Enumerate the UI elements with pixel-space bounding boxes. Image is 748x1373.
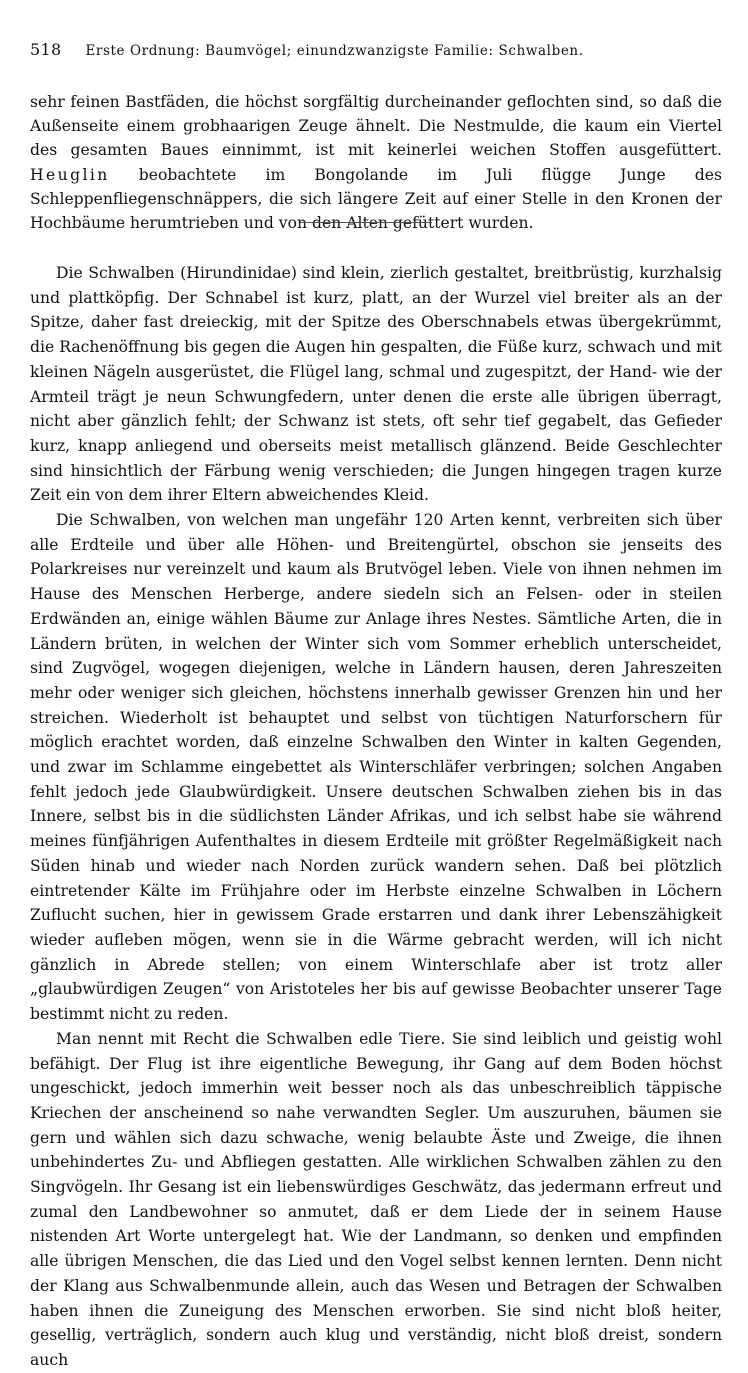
- author-name: Heuglin: [30, 165, 110, 184]
- section-divider: [300, 222, 432, 223]
- page-number: 518: [30, 40, 62, 59]
- paragraph-behavior: Man nennt mit Recht die Schwalben edle Tiere. Sie sind leiblich und geistig wohl befähigt. Der Flug ist ihre eigentliche Bewegung, ihr Gang auf dem Boden höchst ungeschickt, jedoch immerhin weit besser noch als das unbeschreiblich täppische Kriechen der anscheinend so nahe verwandten Segler. Um auszuruhen, bäumen sie gern und wählen sich dazu schwache, wenig belaubte Äste und Zweige, die ihnen unbehindertes Zu- und Abfliegen gestatten. Alle wirklichen Schwalben zählen zu den Singvögeln. Ihr Gesang ist ein liebenswürdiges Geschwätz, das jedermann erfreut und zumal den Landbewohner so anmutet, daß er dem Liede der in seinem Hause nistenden Art Worte untergelegt hat. Wie der Landmann, so denken und empfinden alle übrigen Menschen, die das Lied und den Vogel selbst kennen lernten. Denn nicht der Klang aus Schwalbenmunde allein, auch das Wesen und Betragen der Schwalben haben ihnen die Zuneigung des Menschen erworben. Sie sind nicht bloß heiter, gesellig, verträglich, sondern auch klug und verständig, nicht bloß dreist, sondern auch: [30, 1029, 722, 1369]
- page-header: [30, 40, 722, 70]
- continued-paragraph-block: [30, 90, 722, 235]
- main-text-block: [30, 261, 722, 1373]
- paragraph-text-part2: beobachtete im Bongolande im Juli flügge Junge des Schleppenfliegenschnäppers, die sich längere Zeit auf einer Stelle in den Kronen der Hochbäume herumtrieben und von den Alten gefüttert wurden.: [30, 165, 722, 233]
- paragraph-distribution: Die Schwalben, von welchen man ungefähr 120 Arten kennt, verbreiten sich über alle Erdteile und über alle Höhen- und Breitengürtel, obschon sie jenseits des Polarkreises nur vereinzelt und kaum als Brutvögel leben. Viele von ihnen nehmen im Hause des Menschen Herberge, andere siedeln sich an Felsen- oder in steilen Erdwänden an, einige wählen Bäume zur Anlage ihres Nestes. Sämtliche Arten, die in Ländern brüten, in welchen der Winter sich vom Sommer erheblich unterscheidet, sind Zugvögel, wogegen diejenigen, welche in Ländern hausen, deren Jahreszeiten mehr oder weniger sich gleichen, höchstens innerhalb gewisser Grenzen hin und her streichen. Wiederholt ist behauptet und selbst von tüchtigen Naturforschern für möglich erachtet worden, daß einzelne Schwalben den Winter in kalten Gegenden, und zwar im Schlamme eingebettet als Winterschläfer verbringen; solchen Angaben fehlt jedoch jede Glaubwürdigkeit. Unsere deutschen Schwalben ziehen bis in das Innere, selbst bis in die südlichsten Länder Afrikas, und ich selbst habe sie während meines fünfjährigen Aufenthaltes in diesem Erdteile mit größter Regelmäßigkeit nach Süden hinab und wieder nach Norden zurück wandern sehen. Daß bei plötzlich eintretender Kälte im Frühjahre oder im Herbste einzelne Schwalben in Löchern Zuflucht suchen, hier in gewissem Grade erstarren und dank ihrer Lebenszähigkeit wieder aufleben mögen, wenn sie in die Wärme gebracht werden, will ich nicht gänzlich in Abrede stellen; von einem Winterschlafe aber ist trotz aller „glaubwürdigen Zeugen“ von Aristoteles her bis auf gewisse Beobachter unserer Tage bestimmt nicht zu reden.: [30, 511, 722, 1024]
- paragraph-text-part1: sehr feinen Bastfäden, die höchst sorgfältig durcheinander geflochten sind, so daß die Außenseite einem grobhaarigen Zeuge ähnelt. Die Nestmulde, die kaum ein Viertel des gesamten Baues einnimmt, ist mit keinerlei weichen Stoffen ausgefüttert.: [30, 93, 722, 160]
- book-page: [30, 40, 722, 1369]
- running-head: Erste Ordnung: Baumvögel; einundzwanzigste Familie: Schwalben.: [85, 43, 584, 59]
- continued-paragraph: [30, 90, 722, 235]
- paragraph-description: Die Schwalben (Hirundinidae) sind klein, zierlich gestaltet, breitbrüstig, kurzhalsig und plattköpfig. Der Schnabel ist kurz, platt, an der Wurzel viel breiter als an der Spitze, daher fast dreieckig, mit der Spitze des Oberschnabels etwas übergekrümmt, die Rachenöffnung bis gegen die Augen hin gespalten, die Füße kurz, schwach und mit kleinen Nägeln ausgerüstet, die Flügel lang, schmal und zugespitzt, der Hand- wie der Armteil trägt je neun Schwungfedern, unter denen die erste alle übrigen überragt, nicht aber gänzlich fehlt; der Schwanz ist stets, oft sehr tief gegabelt, das Gefieder kurz, knapp anliegend und oberseits meist metallisch glänzend. Beide Geschlechter sind hinsichtlich der Färbung wenig verschieden; die Jungen hingegen tragen kurze Zeit ein von dem ihrer Eltern abweichendes Kleid.: [30, 264, 722, 505]
